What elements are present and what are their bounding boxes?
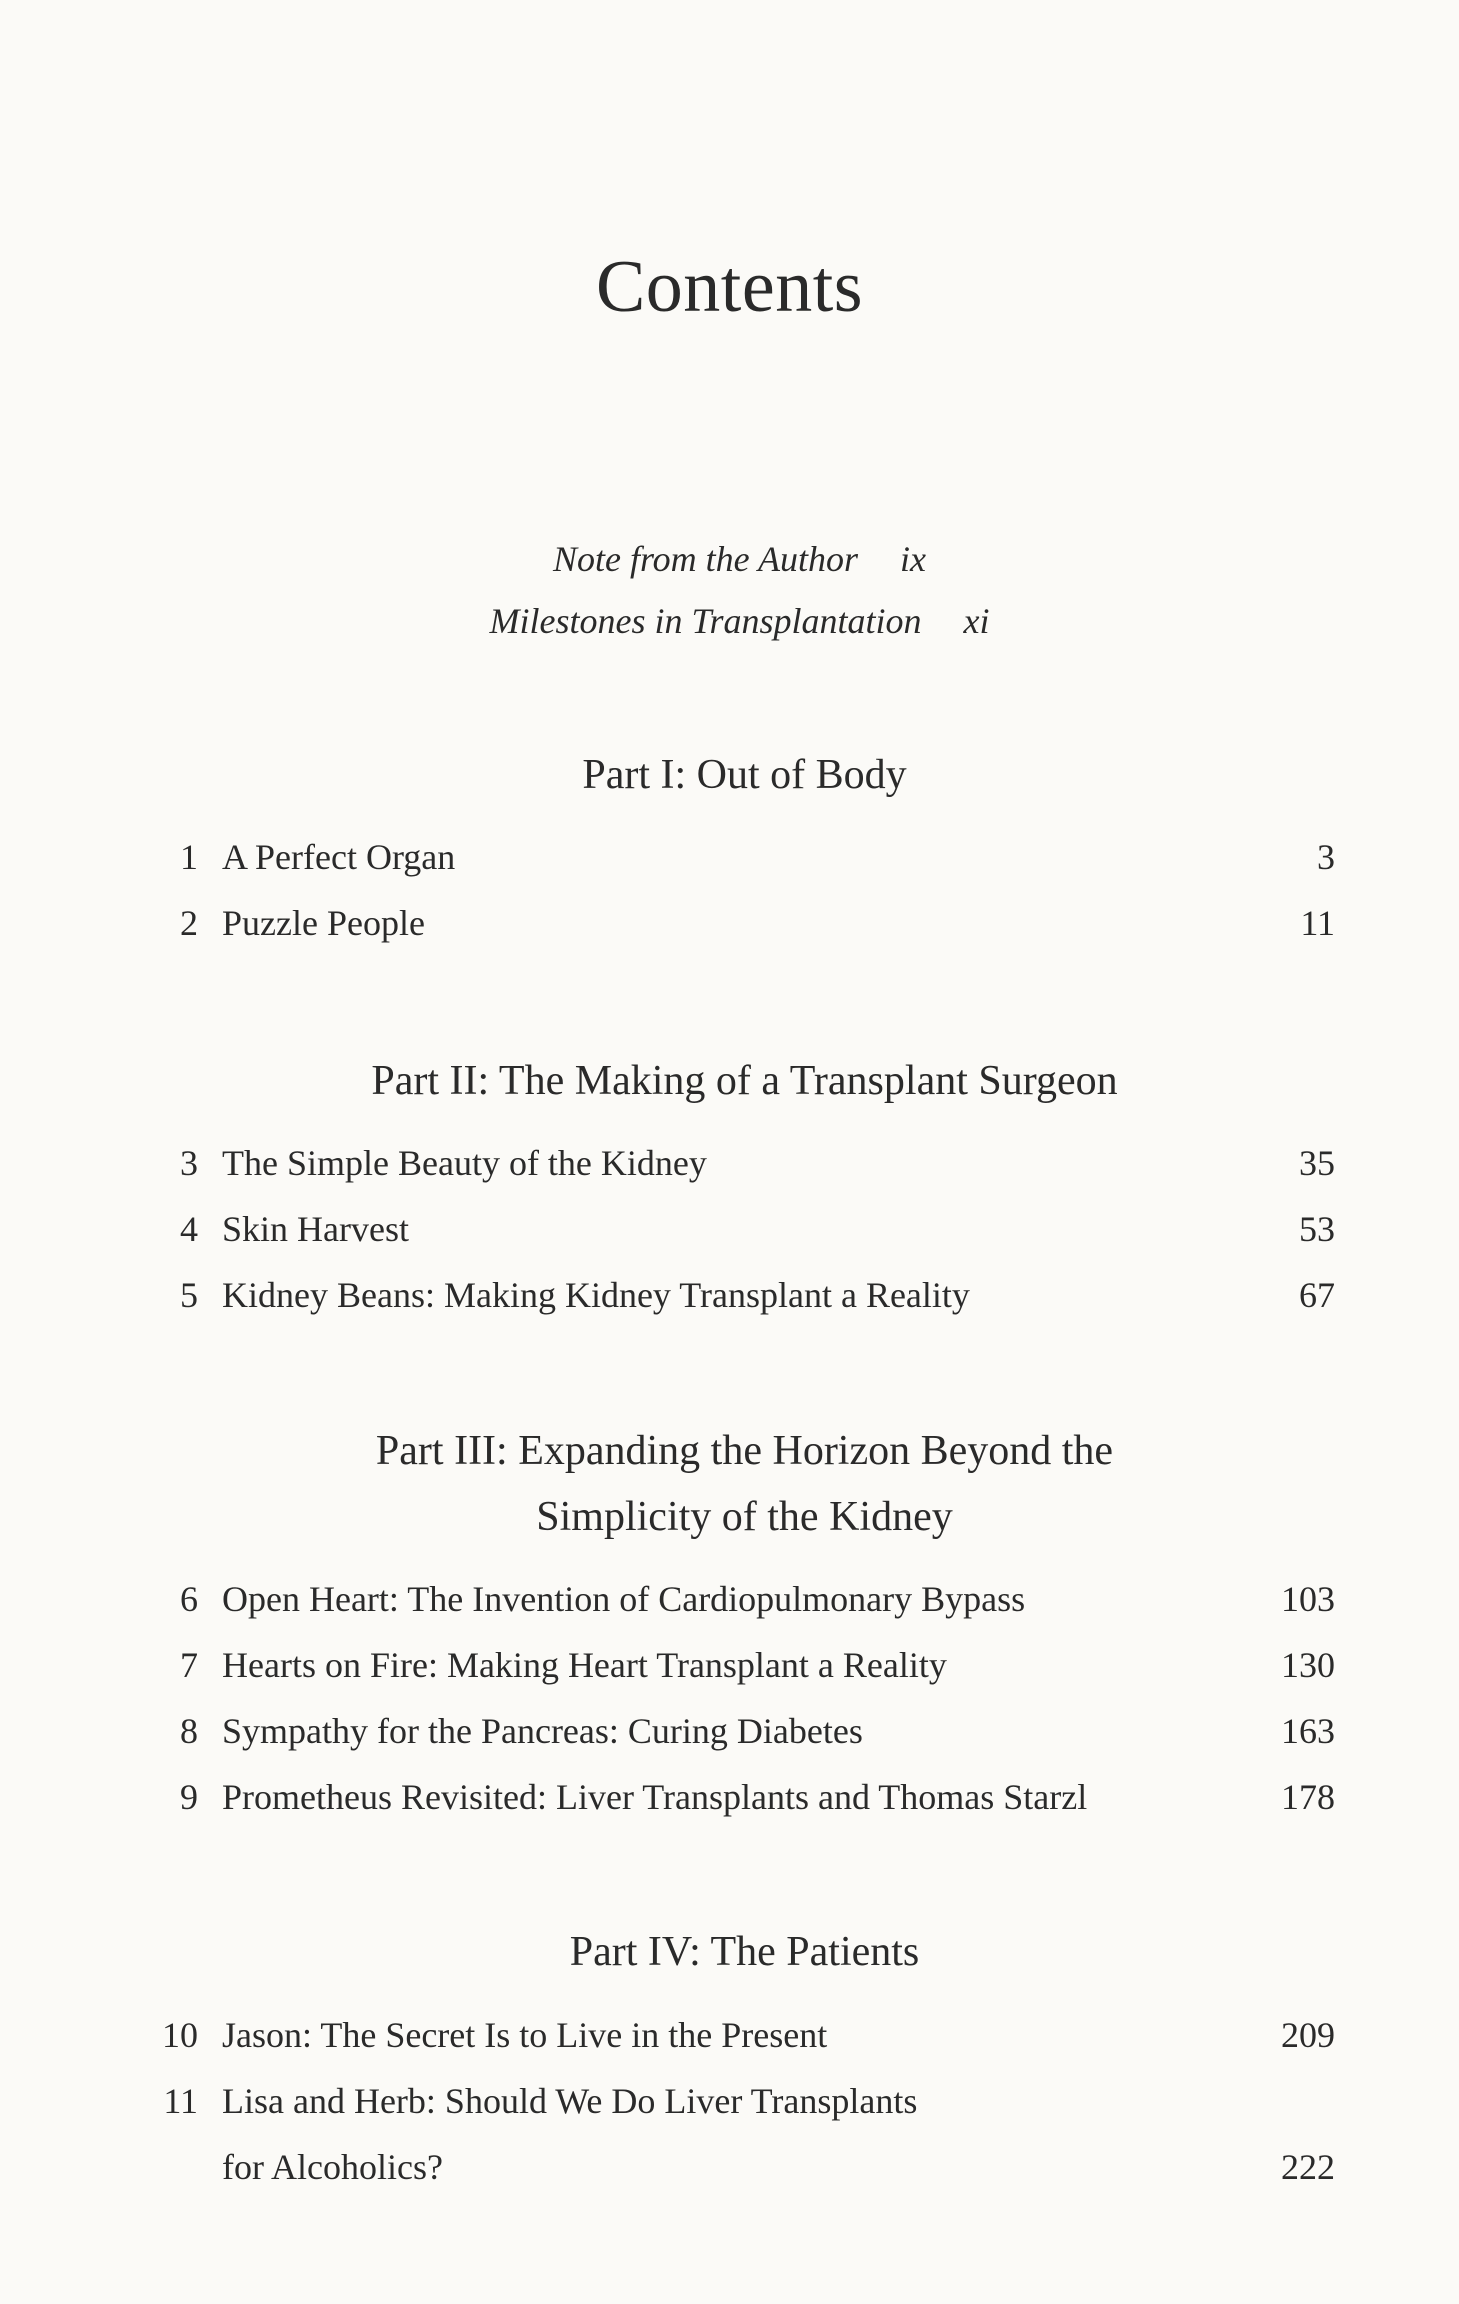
part-heading-line: Part I: Out of Body: [582, 752, 907, 798]
chapter-page: 130: [1281, 1645, 1335, 1685]
chapter-number: 3: [180, 1143, 198, 1183]
chapter-title-line: for Alcoholics?: [222, 2147, 443, 2187]
chapter-number: 11: [163, 2081, 198, 2121]
chapter-title: Skin Harvest: [222, 1209, 409, 1249]
chapter-list: [150, 1566, 1335, 1830]
chapter-page: 209: [1281, 2015, 1335, 2055]
chapter-list: [150, 1130, 1335, 1328]
chapter-page: 35: [1299, 1143, 1335, 1183]
front-matter-page: xi: [963, 601, 990, 641]
part-heading-line: Simplicity of the Kidney: [536, 1494, 953, 1540]
part-heading: [0, 1919, 1459, 1985]
front-matter-label: Milestones in Transplantation: [489, 601, 922, 641]
chapter-list: [150, 824, 1335, 956]
chapter-entry[interactable]: [150, 2068, 1335, 2200]
chapter-entry[interactable]: [150, 1764, 1335, 1830]
chapter-page: 53: [1299, 1209, 1335, 1249]
part-heading-line: Part IV: The Patients: [569, 1929, 920, 1975]
chapter-number: 7: [180, 1645, 198, 1685]
chapter-entry[interactable]: [150, 1566, 1335, 1632]
chapter-entry[interactable]: [150, 1632, 1335, 1698]
front-matter-item[interactable]: [20, 590, 1459, 652]
chapter-entry[interactable]: [150, 1262, 1335, 1328]
chapter-title: Kidney Beans: Making Kidney Transplant a Reality: [222, 1275, 970, 1315]
chapter-entry[interactable]: [150, 824, 1335, 890]
front-matter-item[interactable]: [20, 528, 1459, 590]
page-title: Contents: [595, 246, 864, 328]
chapter-title: Hearts on Fire: Making Heart Transplant a Reality: [222, 1645, 947, 1685]
chapter-page: 67: [1299, 1275, 1335, 1315]
front-matter-page: ix: [900, 539, 926, 579]
part-heading: [0, 742, 1459, 808]
part-heading-line: Part II: The Making of a Transplant Surgeon: [371, 1058, 1118, 1104]
chapter-number: 6: [180, 1579, 198, 1619]
part-heading: [0, 1048, 1459, 1114]
front-matter-label: Note from the Author: [553, 539, 858, 579]
chapter-title: Sympathy for the Pancreas: Curing Diabetes: [222, 1711, 863, 1751]
chapter-page: 103: [1281, 1579, 1335, 1619]
chapter-number: 10: [162, 2015, 198, 2055]
chapter-number: 5: [180, 1275, 198, 1315]
chapter-number: 9: [180, 1777, 198, 1817]
chapter-page: 178: [1281, 1777, 1335, 1817]
chapter-page: 11: [1300, 903, 1335, 943]
chapter-number: 2: [180, 903, 198, 943]
chapter-page: 222: [1281, 2147, 1335, 2187]
chapter-entry[interactable]: [150, 1698, 1335, 1764]
chapter-title: Open Heart: The Invention of Cardiopulmonary Bypass: [222, 1579, 1026, 1619]
chapter-entry[interactable]: [150, 2002, 1335, 2068]
front-matter-list: [0, 528, 1459, 652]
chapter-title: Puzzle People: [222, 903, 425, 943]
chapter-number: 8: [180, 1711, 198, 1751]
part-heading-line: Part III: Expanding the Horizon Beyond the: [375, 1428, 1114, 1474]
chapter-number: 1: [180, 837, 198, 877]
chapter-title: The Simple Beauty of the Kidney: [222, 1143, 707, 1183]
part-heading: [0, 1418, 1459, 1550]
chapter-page: 3: [1317, 837, 1335, 877]
chapter-title-line: Lisa and Herb: Should We Do Liver Transplants: [222, 2081, 918, 2121]
chapter-title: Jason: The Secret Is to Live in the Present: [222, 2015, 828, 2055]
chapter-title: [222, 2068, 917, 2200]
chapter-number: 4: [180, 1209, 198, 1249]
chapter-title: A Perfect Organ: [222, 837, 456, 877]
chapter-list: [150, 2002, 1335, 2200]
chapter-entry[interactable]: [150, 1130, 1335, 1196]
chapter-entry[interactable]: [150, 890, 1335, 956]
chapter-entry[interactable]: [150, 1196, 1335, 1262]
chapter-page: 163: [1281, 1711, 1335, 1751]
chapter-title: Prometheus Revisited: Liver Transplants and Thomas Starzl: [222, 1777, 1088, 1817]
